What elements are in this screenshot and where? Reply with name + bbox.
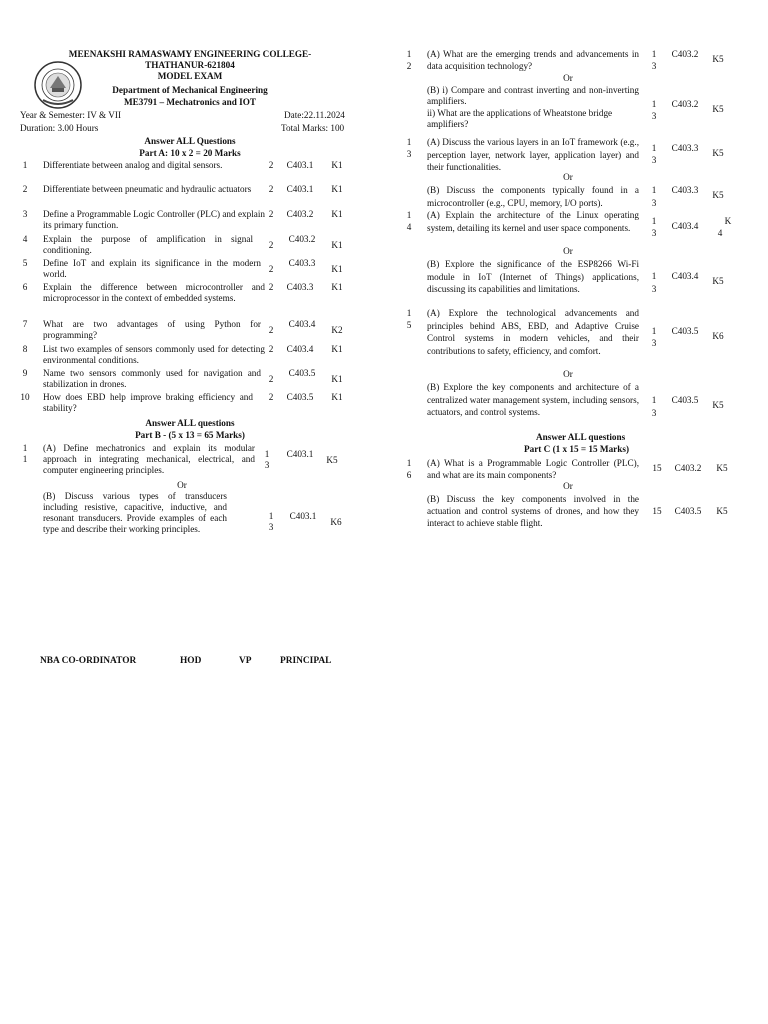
question-16b-co: C403.5	[674, 506, 702, 516]
question-text: What are two advantages of using Python for programming?	[43, 319, 261, 340]
question-12b-ii-text: ii) What are the applications of Wheatstone bridge amplifiers?	[427, 108, 613, 129]
partB-instruction: Answer ALL questions	[145, 418, 235, 428]
question-12b-marks: 1 3	[651, 99, 657, 121]
duration: Duration: 3.00 Hours	[20, 123, 99, 133]
question-number-12: 1 2	[406, 49, 412, 71]
course-outcome: C403.1	[286, 160, 314, 170]
or-separator: Or	[563, 73, 573, 83]
question-text: Differentiate between pneumatic and hydraulic actuators	[43, 184, 252, 194]
question-14b-k: K5	[712, 276, 724, 286]
question-16a-k: K5	[716, 463, 728, 473]
question-marks: 2	[268, 160, 274, 170]
question-14a-co: C403.4	[671, 221, 699, 231]
knowledge-level: K1	[331, 240, 343, 250]
question-15b-k: K5	[712, 400, 724, 410]
question-number: 1	[22, 160, 28, 170]
college-name: MEENAKSHI RAMASWAMY ENGINEERING COLLEGE-	[68, 49, 312, 59]
question-number: 2	[22, 184, 28, 194]
knowledge-level: K2	[331, 325, 343, 335]
course-outcome: C403.4	[288, 319, 316, 329]
question-14b-text: (B) Explore the significance of the ESP8266 Wi-Fi module in IoT (Internet of Things) applications, discussing its capabilities and limitations.	[427, 259, 639, 294]
question-number: 6	[22, 282, 28, 292]
question-15b-text: (B) Explore the key components and architecture of a centralized water management system, including sensors, actuators, and control systems.	[427, 382, 639, 417]
question-number-14: 1 4	[406, 210, 412, 232]
or-separator: Or	[563, 369, 573, 379]
or-separator: Or	[177, 480, 187, 490]
question-12a-co: C403.2	[671, 49, 699, 59]
question-16a-text: (A) What is a Programmable Logic Controller (PLC), and what are its main components?	[427, 458, 639, 480]
department: Department of Mechanical Engineering	[112, 85, 268, 95]
question-15b-co: C403.5	[671, 395, 699, 405]
course-code: ME3791 – Mechatronics and IOT	[123, 97, 257, 107]
partC-instruction: Answer ALL questions	[536, 432, 626, 442]
question-marks: 2	[268, 374, 274, 384]
question-12a-marks: 1 3	[651, 49, 657, 71]
question-12b-k: K5	[712, 104, 724, 114]
question-14a-marks: 1 3	[651, 216, 657, 238]
year-semester: Year & Semester: IV & VII	[20, 110, 122, 120]
question-13b-marks: 1 3	[651, 185, 657, 208]
partA-title: Part A: 10 x 2 = 20 Marks	[139, 148, 241, 158]
college-place: THATHANUR-621804	[145, 60, 235, 70]
question-16a-co: C403.2	[674, 463, 702, 473]
or-separator: Or	[563, 172, 573, 182]
knowledge-level: K1	[331, 344, 343, 354]
signature-principal: PRINCIPAL	[280, 656, 332, 666]
question-text: Explain the difference between microcontroller and microprocessor in the context of embedded systems.	[43, 282, 265, 303]
question-marks: 2	[268, 264, 274, 274]
question-number: 4	[22, 234, 28, 244]
question-15a-marks: 1 3	[651, 326, 657, 348]
question-number-11: 1 1	[22, 443, 28, 464]
question-11a-text: (A) Define mechatronics and explain its modular approach in integrating mechanical, electrical, and computer engineering principles.	[43, 443, 255, 475]
question-text: Name two sensors commonly used for navigation and stabilization in drones.	[43, 368, 261, 389]
question-14a-text: (A) Explain the architecture of the Linux operating system, detailing its kernel and user space components.	[427, 210, 639, 233]
question-marks: 2	[268, 325, 274, 335]
question-16a-marks: 15	[652, 463, 662, 473]
question-number: 10	[20, 392, 30, 402]
question-text: Define IoT and explain its significance in the modern world.	[43, 258, 261, 279]
question-number-16: 1 6	[406, 458, 412, 480]
question-text: Explain the purpose of amplification in signal conditioning.	[43, 234, 253, 255]
course-outcome: C403.2	[288, 234, 316, 244]
question-13a-co: C403.3	[671, 143, 699, 153]
knowledge-level: K1	[331, 160, 343, 170]
question-15b-marks: 1 3	[651, 395, 657, 418]
knowledge-level: K1	[331, 184, 343, 194]
question-11a-co: C403.1	[286, 449, 314, 459]
question-14b-marks: 1 3	[651, 271, 657, 294]
course-outcome: C403.5	[288, 368, 316, 378]
signature-nba-coordinator: NBA CO-ORDINATOR	[40, 656, 137, 666]
question-number: 8	[22, 344, 28, 354]
question-text: Differentiate between analog and digital sensors.	[43, 160, 223, 170]
question-13a-marks: 1 3	[651, 143, 657, 165]
exam-title: MODEL EXAM	[157, 71, 223, 81]
question-13b-co: C403.3	[671, 185, 699, 195]
question-13a-text: (A) Discuss the various layers in an IoT framework (e.g., perception layer, network layer, application layer) and their functionalities.	[427, 137, 639, 172]
question-text: How does EBD help improve braking efficiency and stability?	[43, 392, 253, 413]
question-13b-k: K5	[712, 190, 724, 200]
or-separator: Or	[563, 481, 573, 491]
course-outcome: C403.3	[288, 258, 316, 268]
question-marks: 2	[268, 184, 274, 194]
question-number: 9	[22, 368, 28, 378]
knowledge-level: K1	[331, 392, 343, 402]
question-number-13: 1 3	[406, 137, 412, 159]
exam-date: Date:22.11.2024	[284, 110, 345, 120]
knowledge-level: K1	[331, 209, 343, 219]
question-16b-marks: 15	[652, 506, 662, 516]
question-text: List two examples of sensors commonly used for detecting environmental conditions.	[43, 344, 265, 365]
course-outcome: C403.4	[286, 344, 314, 354]
partC-title: Part C (1 x 15 = 15 Marks)	[524, 444, 630, 454]
question-14b-co: C403.4	[671, 271, 699, 281]
course-outcome: C403.5	[286, 392, 314, 402]
question-12b-co: C403.2	[671, 99, 699, 109]
question-number: 5	[22, 258, 28, 268]
question-text: Define a Programmable Logic Controller (PLC) and explain its primary function.	[43, 209, 265, 230]
question-number: 3	[22, 209, 28, 219]
knowledge-level: K1	[331, 374, 343, 384]
question-16b-k: K5	[716, 506, 728, 516]
question-15a-k: K6	[712, 331, 724, 341]
question-11b-co: C403.1	[289, 511, 317, 521]
question-15a-co: C403.5	[671, 326, 699, 336]
course-outcome: C403.2	[286, 209, 314, 219]
question-11b-text: (B) Discuss various types of transducers including resistive, capacitive, inductive, and resonant transducers. Provide examples of each type and describe their working principles.	[43, 491, 227, 534]
question-12a-text: (A) What are the emerging trends and advancements in data acquisition technology?	[427, 49, 639, 71]
question-13b-text: (B) Discuss the components typically found in a microcontroller (e.g., CPU, memory, I/O ports).	[427, 185, 639, 208]
question-14a-k: K 4	[717, 216, 732, 238]
question-11b-k: K6	[330, 517, 342, 527]
question-marks: 2	[268, 344, 274, 354]
question-11a-k: K5	[326, 455, 338, 465]
question-marks: 2	[268, 282, 274, 292]
course-outcome: C403.3	[286, 282, 314, 292]
partB-title: Part B - (5 x 13 = 65 Marks)	[135, 430, 245, 440]
question-13a-k: K5	[712, 148, 724, 158]
knowledge-level: K1	[331, 282, 343, 292]
total-marks: Total Marks: 100	[281, 123, 345, 133]
partA-instruction: Answer ALL Questions	[144, 136, 236, 146]
question-11a-marks: 1 3	[264, 449, 270, 470]
question-16b-text: (B) Discuss the key components involved in the actuation and control systems of drones, and how they interact to achieve stable flight.	[427, 494, 639, 528]
signature-hod: HOD	[180, 656, 202, 666]
knowledge-level: K1	[331, 264, 343, 274]
question-marks: 2	[268, 240, 274, 250]
or-separator: Or	[563, 246, 573, 256]
question-11b-marks: 1 3	[268, 511, 274, 532]
signature-vp: VP	[239, 656, 252, 666]
question-15a-text: (A) Explore the technological advancements and principles behind ABS, EBD, and Adaptive Cruise Control systems in modern vehicles, and their contributions to safety, efficiency, and comfort.	[427, 308, 639, 356]
question-number-15: 1 5	[406, 308, 412, 330]
question-12b-i-text: (B) i) Compare and contrast inverting and non-inverting amplifiers.	[427, 85, 639, 106]
question-12a-k: K5	[712, 54, 724, 64]
question-marks: 2	[268, 209, 274, 219]
question-marks: 2	[268, 392, 274, 402]
course-outcome: C403.1	[286, 184, 314, 194]
question-number: 7	[22, 319, 28, 329]
